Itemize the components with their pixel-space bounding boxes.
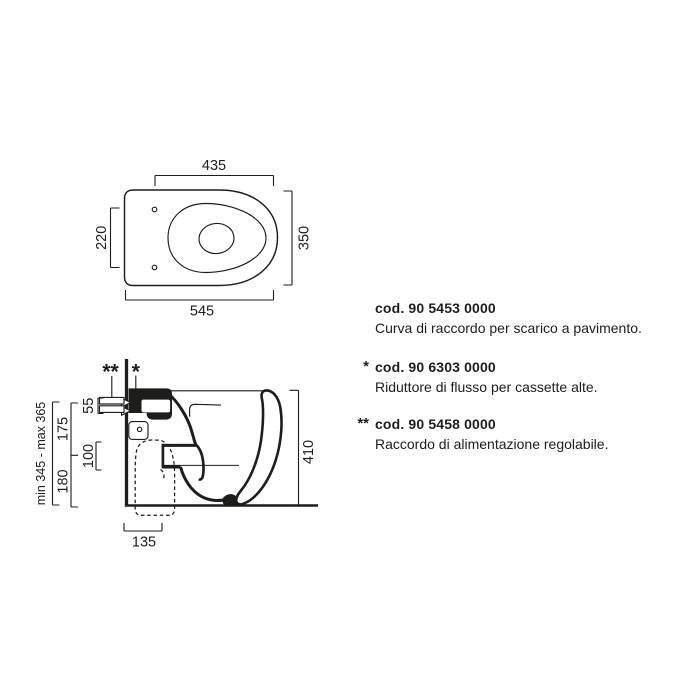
note-2-description: Riduttore di flusso per cassette alte.: [375, 378, 598, 395]
side-rim-channel-line: [190, 404, 221, 416]
side-supply-pipe-lower: [100, 406, 125, 413]
note-3-code: cod. 90 5458 0000: [375, 416, 496, 432]
side-marker-single-star: *: [131, 360, 140, 384]
side-dim-100-label: 100: [81, 443, 97, 469]
note-3-text: [375, 414, 608, 454]
plan-dim-545: [126, 290, 274, 320]
side-dim-135-label: 135: [131, 534, 157, 551]
side-marker-double-star: **: [102, 360, 119, 384]
plan-dim-350: [284, 191, 313, 285]
side-dim-410-label: 410: [301, 439, 317, 465]
note-2-marker: *: [363, 357, 369, 375]
plan-hinge-hole-bottom: [152, 265, 157, 270]
plan-dim-350-label: 350: [296, 225, 313, 251]
note-1-code: cod. 90 5453 0000: [375, 300, 496, 316]
note-1-description: Curva di raccordo per scarico a pavimento.: [375, 320, 642, 336]
note-1-marker: [352, 298, 369, 338]
note-2-text: [375, 357, 598, 397]
note-1-text: [375, 298, 642, 338]
note-supply-connector: [352, 414, 608, 454]
side-front-shell: [236, 390, 281, 504]
side-view: [34, 359, 318, 551]
note-3-description: Raccordo di alimentazione regolabile.: [375, 436, 609, 452]
side-dim-100: [81, 442, 102, 470]
plan-drain-outline: [198, 222, 236, 255]
side-dim-supply-range-label: min 345 - max 365: [34, 401, 48, 506]
plan-dim-435: [155, 158, 274, 186]
note-2-code: cod. 90 6303 0000: [375, 358, 496, 375]
plan-dim-545-label: 545: [189, 303, 215, 320]
side-dim-180-label: 180: [55, 469, 72, 494]
plan-seat-outline: [125, 190, 278, 286]
side-dim-135: [124, 523, 162, 551]
note-floor-outlet: [352, 298, 642, 338]
plan-view: [94, 158, 313, 320]
side-dim-410: [290, 390, 318, 505]
side-dim-175-label: 175: [55, 416, 72, 442]
side-bowl-bottom-curve: [181, 467, 231, 501]
note-flow-reducer: [352, 357, 598, 397]
side-outlet-drop-curve: [196, 444, 204, 479]
side-floor-outlet-dashed: [135, 440, 174, 515]
side-dim-55-label: 55: [81, 397, 97, 414]
side-flush-housing-window: [142, 400, 171, 413]
plan-dim-220-label: 220: [94, 225, 110, 250]
plan-bowl-opening: [168, 204, 266, 273]
side-dim-175-180: [56, 403, 79, 507]
plan-hinge-hole-top: [152, 207, 157, 212]
plan-dim-435-label: 435: [201, 158, 227, 174]
note-3-marker: **: [357, 415, 369, 432]
side-outlet-hook-dashed: [161, 470, 165, 479]
plan-dim-220: [94, 208, 120, 268]
side-back-wall-curve: [171, 396, 196, 445]
